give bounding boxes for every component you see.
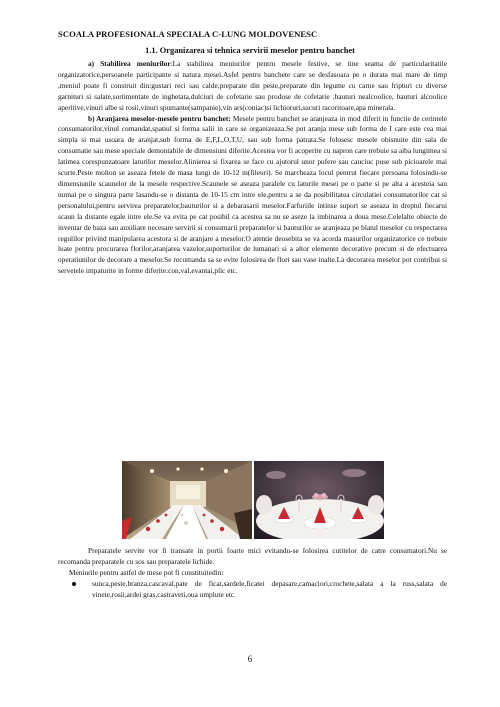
bullet-icon bbox=[72, 582, 76, 586]
bullet-list-item bbox=[58, 579, 447, 601]
body-text bbox=[58, 59, 447, 277]
school-header: SCOALA PROFESIONALA SPECIALA C-LUNG MOLDOVENESC bbox=[58, 29, 318, 39]
paragraph-portions: Preparatele servite vor fi transate in portii foarte mici evitandu-se folosirea cutitelor de catre consumatori.Nu se recomanda preparatele cu sos sau preparatele lichide. bbox=[58, 546, 447, 566]
text-menus: :La stabilirea meniurilor pentru mesele festive, se tine seama de particularitatile organizatorice,persoanele participante si natura mesei.Asfel pentru banchete care se desfasoara pe o durata mai mare de timp ,meniul poate fi construit din:gustari reci sau calde,preparate din peste,preparate din legume cu carne sau fripturi cu diverse garnituri si salate,sortimentate de inghetata,dulciuri de cofetarie sau produse de cofetarie ,bauturi nealcoolice, bauturi alcoolice aperitive,vinuri albe si rosii,vinuri spumante(sampanie),vin ars(coniac)si lichioruri,sucuri racoritoare,apa minerala. bbox=[58, 59, 447, 112]
table-setting-photo bbox=[254, 461, 384, 539]
section-heading: 1.1. Organizarea si tehnica servirii meselor pentru banchet bbox=[145, 46, 355, 55]
paragraph-menu-lead: Meniurile pentru astfel de mese pot fi constituitedin: bbox=[69, 567, 224, 577]
photo-row bbox=[122, 461, 384, 539]
banquet-hall-image bbox=[122, 461, 252, 539]
bullet-text: sunca,peste,branza,cascaval,pate de ficat,sardele,ficatei depasare,camaciori,crochete,salata a la russ,salata de vinete,rosii,ardei gras,castraveti,oua umplute etc. bbox=[92, 578, 447, 599]
label-menus: a) Stabilirea meniurilor bbox=[88, 59, 171, 68]
label-arrangement: b) Aranjarea meselor-mesele pentru banchet: bbox=[88, 113, 231, 123]
table-setting-image bbox=[254, 461, 384, 539]
page-number: 6 bbox=[247, 654, 253, 664]
paragraph-menus bbox=[58, 59, 447, 114]
after-images-text bbox=[58, 546, 447, 601]
banquet-hall-photo bbox=[122, 461, 252, 539]
paragraph-arrangement bbox=[58, 114, 447, 278]
text-arrangement: Mesele pentru banchet se aranjeaza in mod diferit in functie de cerintele consumatorilor,vinul comandat,spatiul si forma salii in care se organizeaza.Se pot aranja mese sub forma de I care este cea mai simpla si mai usoara de aranjat,sub forma de E,F,L,O,T,U, sau sub forma patrata.Se folosesc mesele obisnuite din sala de consumatie sau mese speciale demontabile de dimensiuni diferite.Acestea vor fi acoperite cu napron care trebuie sa aiba lungimea si latimea corespunzatoare laturilor meselor.Alinierea si fixarea se face cu ajutorul unor pufere sau cauciuc puse sub picioarele mai scurte.Peste molton se aseaza fetele de masa lungi de 10-12 m(fileuri). Se marcheaza locul pentrut fiecare persoana folosindu-se dimensiunile scaunelor de la mesele respective.Scaunele se aseaza paralele cu laturile mesei pe o parte si pe alta a acesteia sau numai pe o singura parte lasandu-se o distanta de 10-15 cm intre ele,pentru a se da posibilitatea circulatiei consumatorilor cat si personalului,pentru servirea preparatelor,bauturilor si a debarasarii meselor.Farfuriile intinse suport se aseaza in dreptul fiecarui scaun la distante egale intre ele.Se va evita pe cat posibil ca acestea sa nu se aseze la imbinarea a doua mese.Celelalte obiecte de inventar de baza sau auxiliare necesare servirii si consumarii preparatelor si bauturilor se aranjeaza pe blatul meselor cu respectarea regulilor privind manipularea acestora si de aranjare a meselor.O atentie deosebita se va acorda masurilor organizatorice ce trebuie luate pentru procurarea florilor,aranjarea vazelor,suporturilor de lumanari si a altor elemente decorative precum si de efectuarea operatiunilor de decorare a meselor.Se recomanda sa se evite folosirea de flori sau vase inalte.La decorarea meselor pot contribui si servetele impaturite in forme diferite:con,val,evantai,plic etc. bbox=[58, 113, 448, 276]
